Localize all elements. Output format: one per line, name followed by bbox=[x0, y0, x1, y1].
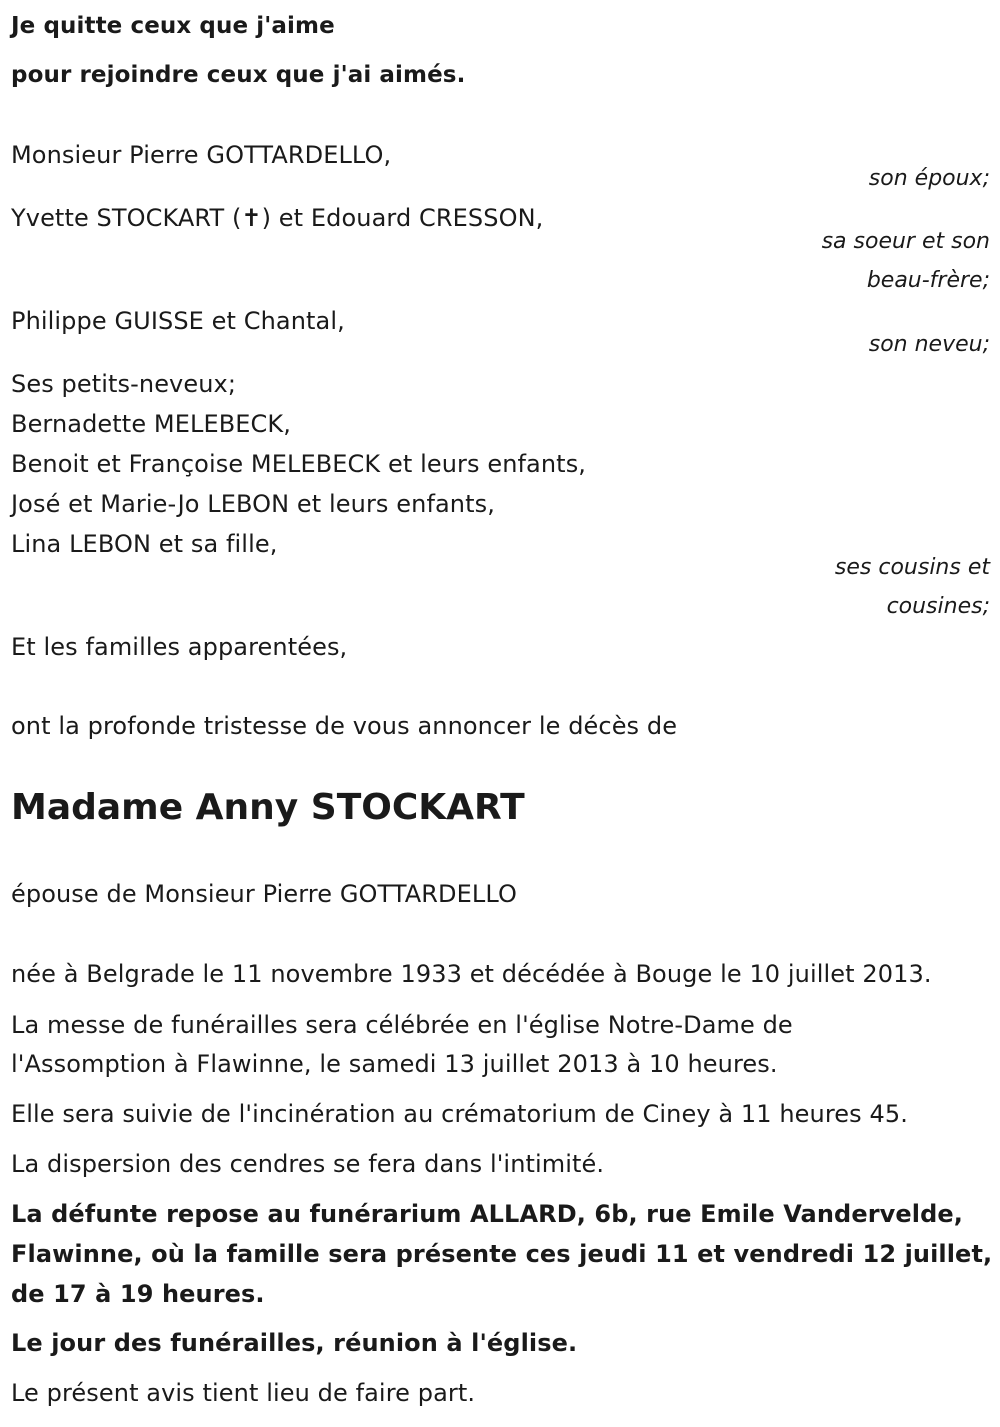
family-list-item: Benoit et Françoise MELEBECK et leurs enfants, bbox=[11, 450, 587, 478]
dispersion-text: La dispersion des cendres se fera dans l'intimité. bbox=[11, 1150, 605, 1178]
relation-cousins-1: ses cousins et bbox=[834, 555, 990, 580]
announcement-text: ont la profonde tristesse de vous annoncer le décès de bbox=[11, 712, 678, 740]
relation-nephew: son neveu; bbox=[868, 332, 990, 357]
family-list-item: Ses petits-neveux; bbox=[11, 370, 237, 398]
mass-line-1: La messe de funérailles sera célébrée en l'église Notre-Dame de bbox=[11, 1011, 793, 1039]
mass-line-2: l'Assomption à Flawinne, le samedi 13 juillet 2013 à 10 heures. bbox=[11, 1050, 778, 1078]
relation-sister-2: beau-frère; bbox=[866, 268, 990, 293]
funerarium-line-3: de 17 à 19 heures. bbox=[11, 1280, 265, 1308]
deceased-name: Madame Anny STOCKART bbox=[11, 787, 525, 828]
relation-spouse: son époux; bbox=[868, 166, 990, 191]
family-name-sister: Yvette STOCKART (✝) et Edouard CRESSON, bbox=[11, 204, 544, 232]
spouse-text: épouse de Monsieur Pierre GOTTARDELLO bbox=[11, 880, 517, 908]
family-name-spouse: Monsieur Pierre GOTTARDELLO, bbox=[11, 141, 392, 169]
notice-text: Le présent avis tient lieu de faire part. bbox=[11, 1379, 476, 1407]
birth-death-text: née à Belgrade le 11 novembre 1933 et décédée à Bouge le 10 juillet 2013. bbox=[11, 960, 932, 988]
family-list-item: Lina LEBON et sa fille, bbox=[11, 530, 278, 558]
funerarium-line-2: Flawinne, où la famille sera présente ces jeudi 11 et vendredi 12 juillet, bbox=[11, 1240, 993, 1268]
quote-line-2: pour rejoindre ceux que j'ai aimés. bbox=[11, 62, 466, 88]
family-related: Et les familles apparentées, bbox=[11, 633, 348, 661]
family-list-item: Bernadette MELEBECK, bbox=[11, 410, 291, 438]
relation-sister-1: sa soeur et son bbox=[821, 229, 990, 254]
quote-line-1: Je quitte ceux que j'aime bbox=[11, 13, 335, 39]
meeting-text: Le jour des funérailles, réunion à l'église. bbox=[11, 1329, 578, 1357]
family-list-item: José et Marie-Jo LEBON et leurs enfants, bbox=[11, 490, 495, 518]
family-name-nephew: Philippe GUISSE et Chantal, bbox=[11, 307, 345, 335]
relation-cousins-2: cousines; bbox=[886, 594, 990, 619]
funerarium-line-1: La défunte repose au funérarium ALLARD, 6b, rue Emile Vandervelde, bbox=[11, 1200, 963, 1228]
incineration-text: Elle sera suivie de l'incinération au crématorium de Ciney à 11 heures 45. bbox=[11, 1100, 908, 1128]
